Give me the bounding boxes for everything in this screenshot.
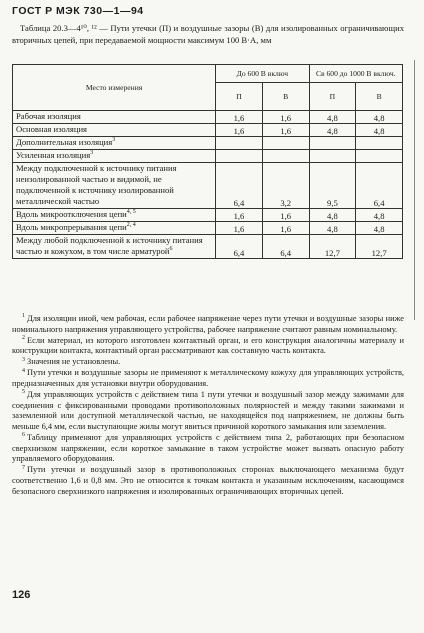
page-edge-line: [414, 60, 415, 320]
cell-v2: 4,8: [356, 111, 403, 124]
footnote: [12, 433, 404, 465]
cell-v1: [262, 150, 309, 163]
cell-p1: [216, 150, 263, 163]
footnote: [12, 465, 404, 497]
footnote-number: 6: [22, 432, 25, 439]
footnote-ref: 3: [112, 137, 116, 144]
row-label: Вдоль микроотключения цепи$^{4, 5}$: [13, 209, 216, 222]
footnote-number: 3: [22, 356, 25, 363]
cell-v1: 6,4: [262, 235, 309, 259]
table-caption-text: Таблица 20.3—4¹⁰, ¹² — Пути утечки (П) и воздушные зазоры (В) для изолированных ограничивающих вторичных цепей, при передаваемой мощности максимум 100 В·А, мм: [12, 23, 404, 45]
footnote: [12, 314, 404, 335]
cell-p1: 1,6: [216, 222, 263, 235]
table-row: [13, 150, 403, 163]
cell-v2: 4,8: [356, 124, 403, 137]
cell-v1: 1,6: [262, 222, 309, 235]
col-location-header: Место измерения: [13, 65, 216, 111]
cell-p2: 4,8: [309, 124, 356, 137]
table-row: [13, 222, 403, 235]
cell-v1: [262, 137, 309, 150]
row-label: Между подключенной к источнику питания неизолированной частью и видимой, не подключенной к источнику изолированной металлической частью: [13, 163, 216, 209]
creepage-table: [12, 64, 403, 259]
sub-header-p1: П: [216, 83, 263, 111]
cell-v1: 1,6: [262, 124, 309, 137]
cell-p2: [309, 150, 356, 163]
cell-v1: 1,6: [262, 111, 309, 124]
row-label: Вдоль микропрерывания цепи$^{2, 4}$: [13, 222, 216, 235]
footnote-number: 5: [22, 389, 25, 396]
footnote-text: Для управляющих устройств с действием типа 1 пути утечки и воздушный зазор между зажимами для соединения с фиксированными проводами противоположных полярностей и между такими зажимами и заземленной или доступной металлической частью, не находящейся под напряжением, не должны быть меньше 6,4 мм, если выступающие жилы могут явиться причиной короткого замыкания или заземления.: [12, 390, 404, 431]
table-row: [13, 209, 403, 222]
footnote-text: Таблицу применяют для управляющих устройств с действием типа 2, работающих при безопасном сверхнизком напряжении, если короткое замыкание в таком устройстве может вызвать опасную работу управляемого оборудования.: [12, 433, 404, 464]
row-label: Между любой подключенной к источнику питания частью и кожухом, в том числе арматурой$^6$: [13, 235, 216, 259]
row-label: Усиленная изоляция$^3$: [13, 150, 216, 163]
table-row: [13, 137, 403, 150]
cell-v1: 1,6: [262, 209, 309, 222]
table-row: [13, 163, 403, 209]
footnote-ref: 3: [90, 150, 94, 157]
col-group-2-header: Св 600 до 1000 В включ.: [309, 65, 402, 83]
table-row: [13, 124, 403, 137]
cell-p1: 1,6: [216, 209, 263, 222]
standard-code: ГОСТ Р МЭК 730—1—94: [12, 5, 144, 17]
footnote-text: Значения не установлены.: [27, 357, 121, 367]
footnote-number: 4: [22, 367, 25, 374]
footnote: [12, 368, 404, 389]
cell-p1: [216, 137, 263, 150]
cell-p2: [309, 137, 356, 150]
sub-header-v2: В: [356, 83, 403, 111]
footnotes: [12, 314, 404, 498]
footnote: [12, 390, 404, 432]
row-label: Дополнительная изоляция$^3$: [13, 137, 216, 150]
cell-v2: [356, 137, 403, 150]
footnote: [12, 336, 404, 357]
page-number: 126: [12, 589, 31, 601]
cell-p2: 4,8: [309, 222, 356, 235]
cell-v2: [356, 150, 403, 163]
cell-v2: 4,8: [356, 222, 403, 235]
cell-p2: 4,8: [309, 111, 356, 124]
footnote-number: 1: [22, 313, 25, 320]
cell-v2: 6,4: [356, 163, 403, 209]
cell-p1: 1,6: [216, 111, 263, 124]
col-group-1-header: До 600 В включ: [216, 65, 309, 83]
cell-p1: 1,6: [216, 124, 263, 137]
sub-header-v1: В: [262, 83, 309, 111]
table-caption: [12, 22, 404, 46]
footnote: [12, 357, 404, 368]
row-label: Рабочая изоляция: [13, 111, 216, 124]
footnote-number: 7: [22, 464, 25, 471]
table-row: [13, 235, 403, 259]
footnote-text: Пути утечки и воздушные зазоры не применяют к металлическому кожуху для управляющих устройств, предназначенных для установки внутри оборудования.: [12, 368, 404, 389]
footnote-text: Пути утечки и воздушный зазор в противоположных сторонах выключающего механизма будут соответственно 1,6 и 0,8 мм. Это не относится к точкам контакта и указанным исключениям, касающимся безопасного сверхнизкого напряжения и изолированных ограничивающих вторичных цепей.: [12, 465, 404, 496]
cell-p2: 9,5: [309, 163, 356, 209]
cell-p1: 6,4: [216, 235, 263, 259]
row-label: Основная изоляция: [13, 124, 216, 137]
footnote-ref: 2, 4: [126, 222, 136, 229]
footnote-ref: 4, 5: [126, 209, 136, 216]
sub-header-p2: П: [309, 83, 356, 111]
cell-v2: 4,8: [356, 209, 403, 222]
table-row: [13, 111, 403, 124]
footnote-number: 2: [22, 334, 25, 341]
footnote-text: Для изоляции иной, чем рабочая, если рабочее напряжение через пути утечки и воздушные зазоры ниже номинального напряжения управляющего устройства, рабочее напряжение считают равным номинальному.: [12, 314, 404, 334]
cell-p2: 12,7: [309, 235, 356, 259]
footnote-text: Если материал, из которого изготовлен контактный орган, и его конструкция аналогичны материалу и конструкции контакта, контактный орган рассматривают как составную часть контакта.: [12, 335, 404, 356]
footnote-ref: 6: [169, 246, 173, 253]
cell-p1: 6,4: [216, 163, 263, 209]
cell-v1: 3,2: [262, 163, 309, 209]
cell-v2: 12,7: [356, 235, 403, 259]
cell-p2: 4,8: [309, 209, 356, 222]
